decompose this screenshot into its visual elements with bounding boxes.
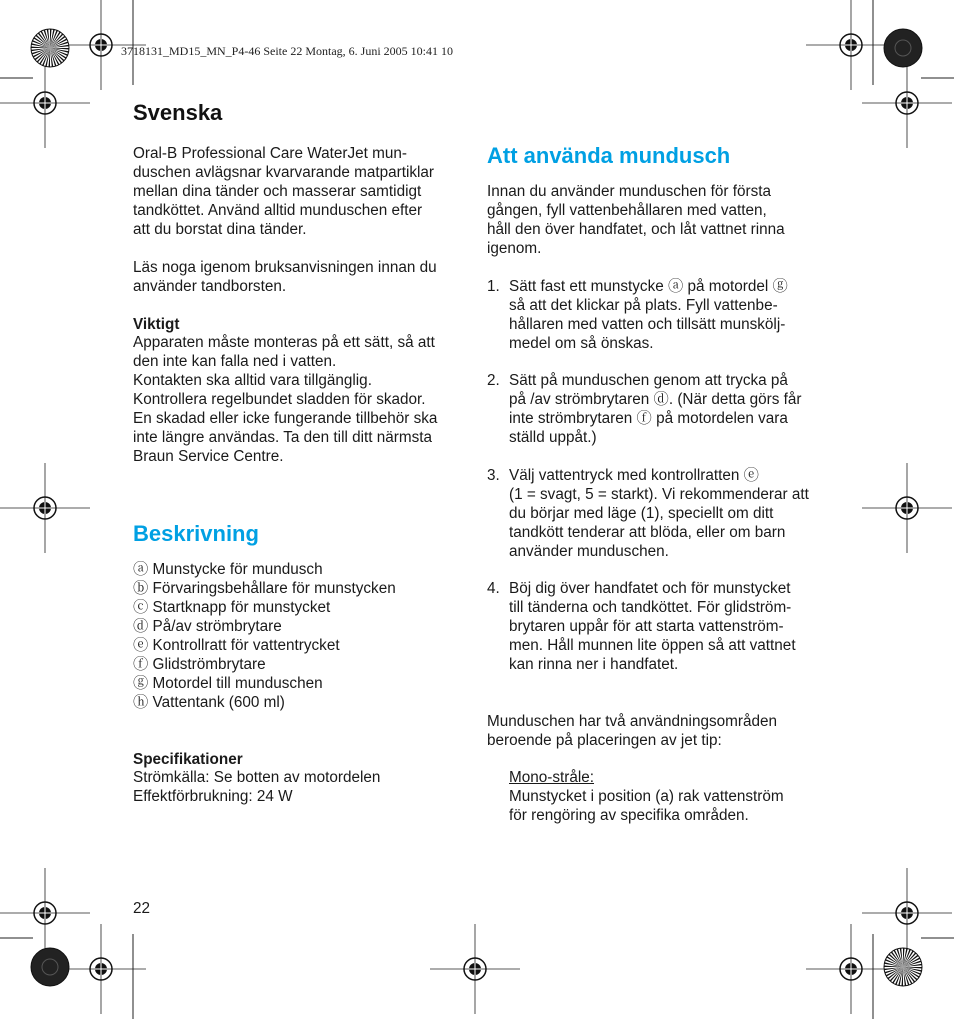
step-number: 1. <box>487 278 500 295</box>
page-number: 22 <box>133 900 151 917</box>
page-title: Svenska <box>133 100 223 125</box>
step-number: 2. <box>487 372 500 389</box>
list-item: ⓖ Motordel till munduschen <box>133 675 323 692</box>
read-note: Läs noga igenom bruksanvisningen innan du använder tandborsten. <box>133 259 437 295</box>
list-item: ⓕ Glidströmbrytare <box>133 656 266 673</box>
usage-intro: Innan du använder munduschen för första gången, fyll vattenbehållaren med vatten, håll den över handfatet, och låt vattnet rinna igenom. <box>487 183 785 257</box>
usage-heading: Att använda mundusch <box>487 143 731 168</box>
step-text: Böj dig över handfatet och för munstycket till tänderna och tandköttet. För glidström- brytaren uppår för att starta vattenström- men. Håll munnen lite öppen så att vattnet kan rinna ner i handfatet. <box>509 580 796 673</box>
print-slug: 3718131_MD15_MN_P4-46 Seite 22 Montag, 6. Juni 2005 10:41 10 <box>121 44 454 58</box>
specs-text: Strömkälla: Se botten av motordelen Effektförbrukning: 24 W <box>133 769 381 805</box>
mono-label: Mono-stråle: <box>509 769 595 786</box>
mono-text: Munstycket i position (a) rak vattenström för rengöring av specifika områden. <box>509 788 784 824</box>
step-text: Sätt fast ett munstycke ⓐ på motordel ⓖ så att det klickar på plats. Fyll vattenbe- hållaren med vatten och tillsätt munskölj- medel om så önskas. <box>509 278 788 352</box>
specs-heading: Specifikationer <box>133 751 243 768</box>
list-item: ⓔ Kontrollratt för vattentrycket <box>133 637 340 654</box>
color-target-icon <box>31 948 69 986</box>
areas-intro: Munduschen har två användningsområden beroende på placeringen av jet tip: <box>487 713 777 749</box>
step-number: 3. <box>487 467 500 484</box>
description-list <box>133 560 473 712</box>
list-item: ⓒ Startknapp för munstycket <box>133 599 331 616</box>
description-heading: Beskrivning <box>133 521 259 546</box>
important-heading: Viktigt <box>133 316 180 333</box>
step-text: Välj vattentryck med kontrollratten ⓔ (1 = svagt, 5 = starkt). Vi rekommenderar att du börjar med läge (1), speciellt om ditt tandkött tenderar att blöda, eller om barn använder munduschen. <box>509 467 809 560</box>
list-item: ⓑ Förvaringsbehållare för munstycken <box>133 580 396 597</box>
list-item: ⓗ Vattentank (600 ml) <box>133 694 285 711</box>
list-item: ⓓ På/av strömbrytare <box>133 618 282 635</box>
intro-paragraph: Oral-B Professional Care WaterJet mun- duschen avlägsnar kvarvarande matpartiklar mellan dina tänder och masserar samtidigt tandköttet. Använd alltid munduschen efter att du borstat dina tänder. <box>133 145 434 238</box>
color-target-icon <box>884 29 922 67</box>
step-number: 4. <box>487 580 500 597</box>
step-text: Sätt på munduschen genom att trycka på på /av strömbrytaren ⓓ. (När detta görs får inte strömbrytaren ⓕ på motordelen vara ställd uppåt.) <box>509 372 802 446</box>
important-text: Apparaten måste monteras på ett sätt, så att den inte kan falla ned i vatten. Kontakten ska alltid vara tillgänglig. Kontrollera regelbundet sladden för skador. En skadad eller icke fungerande tillbehör ska inte längre användas. Ta den till ditt närmsta Braun Service Centre. <box>133 334 438 465</box>
list-item: ⓐ Munstycke för mundusch <box>133 561 323 578</box>
